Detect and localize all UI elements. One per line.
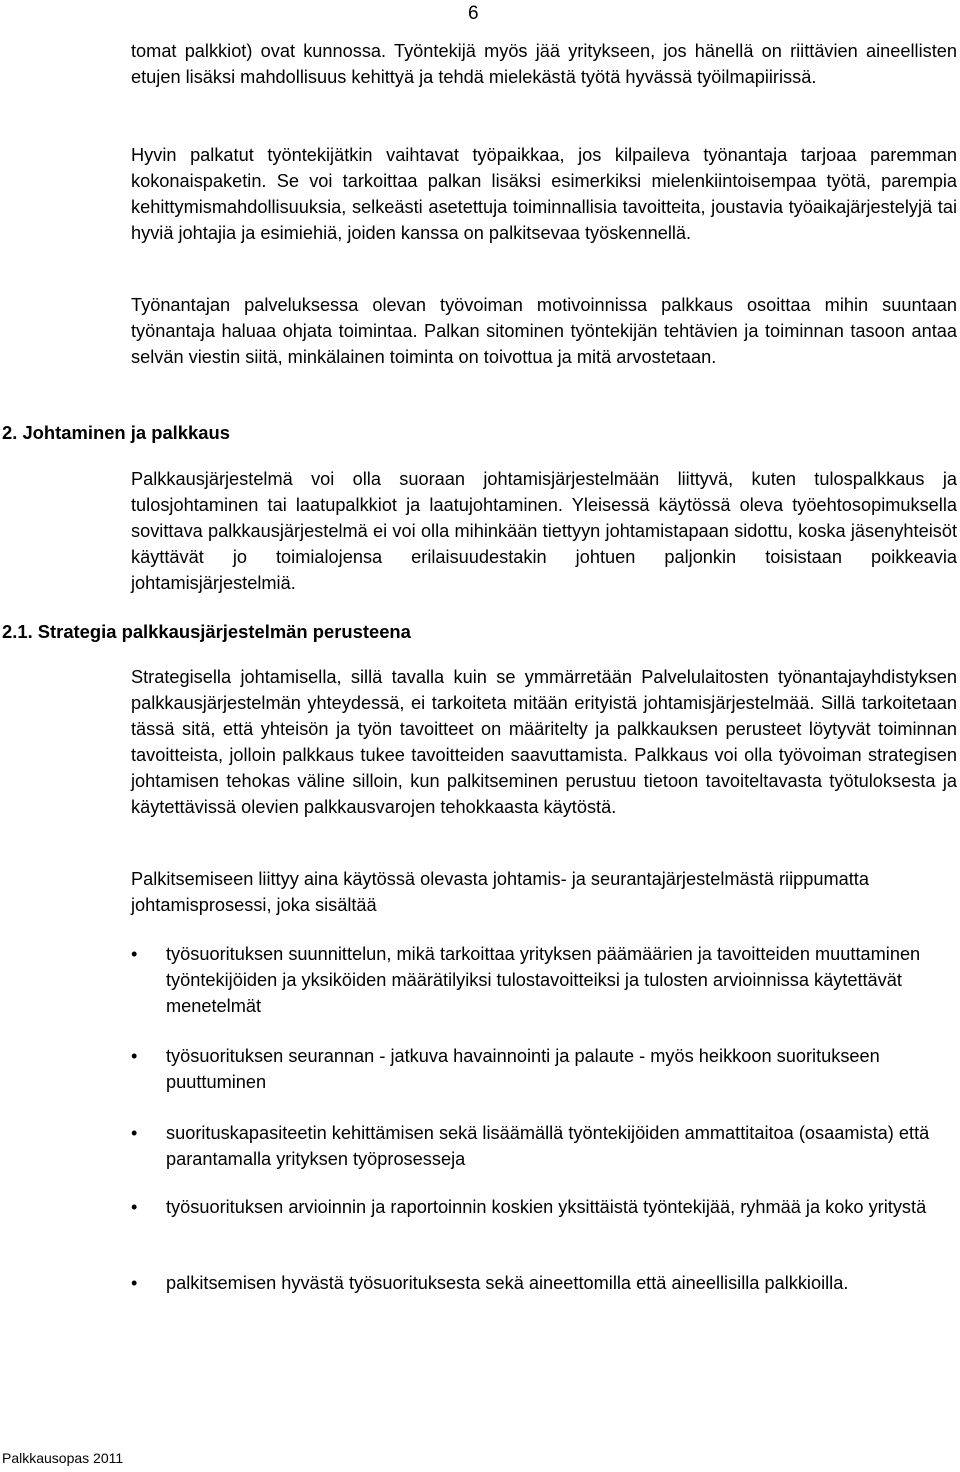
paragraph-motivation: Työnantajan palveluksessa olevan työvoiman motivoinnissa palkkaus osoittaa mihin suuntaan työnantaja haluaa ohjata toimintaa. Palkan sitominen työntekijän tehtävien ja toiminnan tasoon antaa selvän viestin siitä, minkälainen toiminta on toivottua ja mitä arvostetaan. [131, 295, 957, 367]
bullet-text: työsuorituksen arvioinnin ja raportoinnin koskien yksittäistä työntekijää, ryhmää ja koko yritystä [166, 1197, 927, 1217]
heading-johtaminen: 2. Johtaminen ja palkkaus [2, 422, 230, 443]
bullet-icon: • [131, 1273, 138, 1293]
page-footer: Palkkausopas 2011 [2, 1450, 124, 1466]
paragraph-intro: tomat palkkiot) ovat kunnossa. Työntekijä myös jää yritykseen, jos hänellä on riittävien aineellisten etujen lisäksi mahdollisuus kehittyä ja tehdä mielekästä työtä hyvässä työilmapiirissä. [131, 41, 957, 87]
paragraph-competition: Hyvin palkatut työntekijätkin vaihtavat työpaikkaa, jos kilpaileva työnantaja tarjoaa paremman kokonaispaketin. Se voi tarkoittaa palkan lisäksi esimerkiksi mielenkiintoisempaa työtä, parempia kehittymismahdollisuuksia, selkeästi asetettuja toiminnallisia tavoitteita, joustavia työaikajärjestelyjä tai hyviä johtajia ja esimiehiä, joiden kanssa on palkitsevaa työskennellä. [131, 145, 957, 243]
bullet-text: työsuorituksen suunnittelun, mikä tarkoittaa yrityksen päämäärien ja tavoitteiden muuttaminen työntekijöiden ja yksiköiden määrätilyiksi tulostavoitteiksi ja tulosten arvioinnissa käytettävät menetelmät [166, 944, 921, 1016]
bullet-icon: • [131, 1046, 138, 1066]
page-number: 6 [468, 3, 479, 24]
paragraph-strategic: Strategisella johtamisella, sillä tavalla kuin se ymmärretään Palvelulaitosten työnantajayhdistyksen palkkausjärjestelmän yhteydessä, ei tarkoiteta mitään erityistä johtamisjärjestelmää. Sillä tarkoitetaan tässä sitä, että yhteisön ja työn tavoitteet on määritelty ja palkkauksen perusteet löytyvät toiminnan tavoitteista, jolloin palkkaus tukee tavoitteiden saavuttamista. Palkkaus voi olla työvoiman strategisen johtamisen tehokas väline silloin, kun palkitseminen perustuu tietoon tavoiteltavasta työtuloksesta ja käytettävissä olevien palkkausvarojen tehokkaasta käytöstä. [131, 667, 957, 817]
paragraph-system: Palkkausjärjestelmä voi olla suoraan johtamisjärjestelmään liittyvä, kuten tulospalkkaus ja tulosjohtaminen tai laatupalkkiot ja laatujohtaminen. Yleisessä käytössä oleva työehtosopimuksella sovittava palkkausjärjestelmä ei voi olla mihinkään tiettyyn johtamistapaan sidottu, koska jäsenyhteisöt käyttävät jo toimialojensa erilaisuudestakin johtuen paljonkin toisistaan poikkeavia johtamisjärjestelmiä. [131, 469, 957, 593]
bullet-icon: • [131, 1197, 138, 1217]
bullet-text: suorituskapasiteetin kehittämisen sekä lisäämällä työntekijöiden ammattitaitoa (osaamista) että parantamalla yrityksen työprosesseja [166, 1123, 930, 1169]
bullet-icon: • [131, 1123, 138, 1143]
bullet-icon: • [131, 944, 138, 964]
heading-strategia: 2.1. Strategia palkkausjärjestelmän perusteena [2, 621, 411, 642]
paragraph-process: Palkitsemiseen liittyy aina käytössä olevasta johtamis- ja seurantajärjestelmästä riippumatta johtamisprosessi, joka sisältää [131, 869, 869, 915]
bullet-text: työsuorituksen seurannan - jatkuva havainnointi ja palaute - myös heikkoon suoritukseen puuttuminen [166, 1046, 880, 1092]
bullet-text: palkitsemisen hyvästä työsuorituksesta sekä aineettomilla että aineellisilla palkkioilla. [166, 1273, 849, 1293]
